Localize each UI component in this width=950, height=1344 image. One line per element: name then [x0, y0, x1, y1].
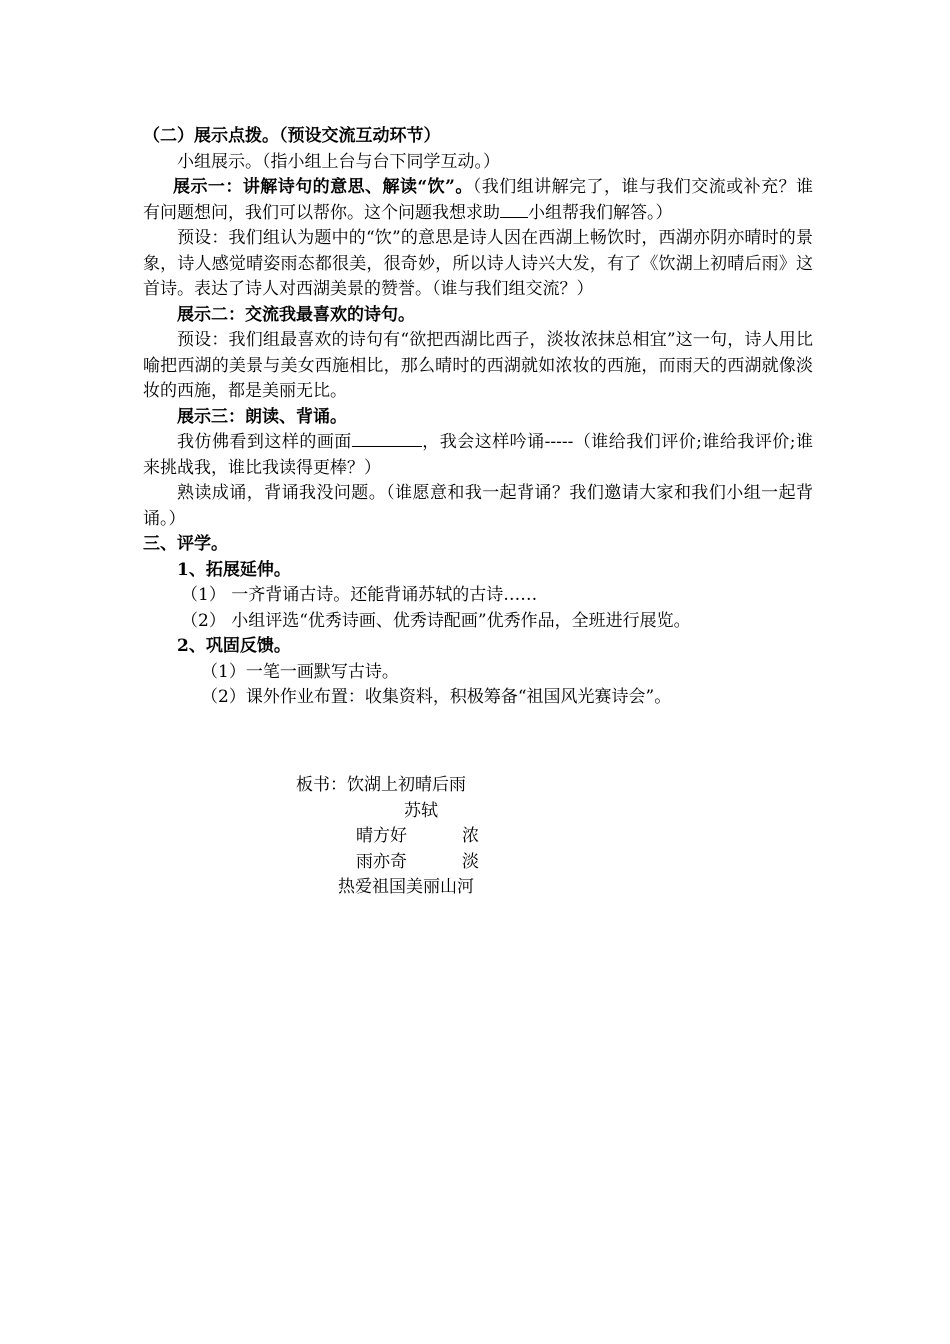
board-row1-right: 浓: [462, 826, 479, 846]
board-row2: [296, 850, 556, 876]
show3-text2: 熟读成诵，背诵我没问题。（谁愿意和我一起背诵？我们邀请大家和我们小组一起背诵。）: [143, 483, 813, 529]
item2-sub2: （2）课外作业布置：收集资料，积极筹备“祖国风光赛诗会”。: [201, 687, 672, 707]
board-summary: 热爱祖国美丽山河: [338, 877, 474, 897]
show3-text-b: ，我会这样吟诵-----（谁给我们评价;谁给我评价;谁来挑战我，谁比我读得更棒？）: [143, 432, 813, 478]
blackboard-notes: [296, 773, 556, 901]
item1-sub1: （1） 一齐背诵古诗。还能背诵苏轼的古诗……: [181, 585, 538, 605]
show3-text-a: 我仿佛看到这样的画面: [177, 432, 352, 452]
show1-preset: 预设：我们组认为题中的“饮”的意思是诗人因在西湖上畅饮时，西湖亦阴亦晴时的景象，诗人感觉晴姿雨态都很美，很奇妙，所以诗人诗兴大发，有了《饮湖上初晴后雨》这首诗。表达了诗人对西湖美景的赞誉。（谁与我们组交流？）: [143, 228, 813, 299]
section2-intro: 小组展示。（指小组上台与台下同学互动。）: [177, 151, 500, 172]
board-label: 板书：: [296, 775, 347, 795]
board-row1: [296, 824, 556, 850]
item1-title: 1、拓展延伸。: [177, 559, 291, 580]
show1-text-a: （我们组讲解完了，谁与我们交流或补充？谁有问题想问，我们可以帮你。这个问题我想求助: [143, 177, 813, 223]
item1-sub2: （2） 小组评选“优秀诗画、优秀诗配画”优秀作品，全班进行展览。: [181, 610, 691, 631]
show1-title: 展示一：讲解诗句的意思、解读“饮”。: [173, 177, 473, 197]
board-summary-row: [296, 875, 556, 901]
board-author-row: [296, 799, 556, 825]
board-title: 饮湖上初晴后雨: [347, 775, 466, 795]
board-author: 苏轼: [404, 800, 438, 821]
section2-heading: （二）展示点拨。（预设交流互动环节）: [143, 126, 441, 146]
show3-paragraph: [143, 430, 813, 481]
show1-paragraph: [143, 175, 813, 226]
show3-title: 展示三：朗读、背诵。: [177, 406, 347, 427]
fill-blank: [352, 430, 422, 447]
item2-sub1: （1）一笔一画默写古诗。: [201, 661, 399, 682]
fill-blank: [500, 201, 528, 218]
show2-preset: 预设：我们组最喜欢的诗句有“欲把西湖比西子，淡妆浓抹总相宜”这一句，诗人用比喻把西湖的美景与美女西施相比，那么晴时的西湖就如浓妆的西施，而雨天的西湖就像淡妆的西施，都是美丽无比。: [143, 330, 813, 401]
board-title-row: [296, 773, 556, 799]
section3-heading: 三、评学。: [143, 534, 228, 554]
show2-title: 展示二：交流我最喜欢的诗句。: [177, 304, 415, 325]
item2-title: 2、巩固反馈。: [177, 636, 291, 656]
board-row2-right: 淡: [462, 851, 479, 872]
board-row1-left: 晴方好: [356, 826, 407, 846]
board-row2-left: 雨亦奇: [356, 851, 407, 872]
show1-text-b: 小组帮我们解答。）: [528, 202, 673, 223]
lesson-content: [143, 124, 813, 711]
